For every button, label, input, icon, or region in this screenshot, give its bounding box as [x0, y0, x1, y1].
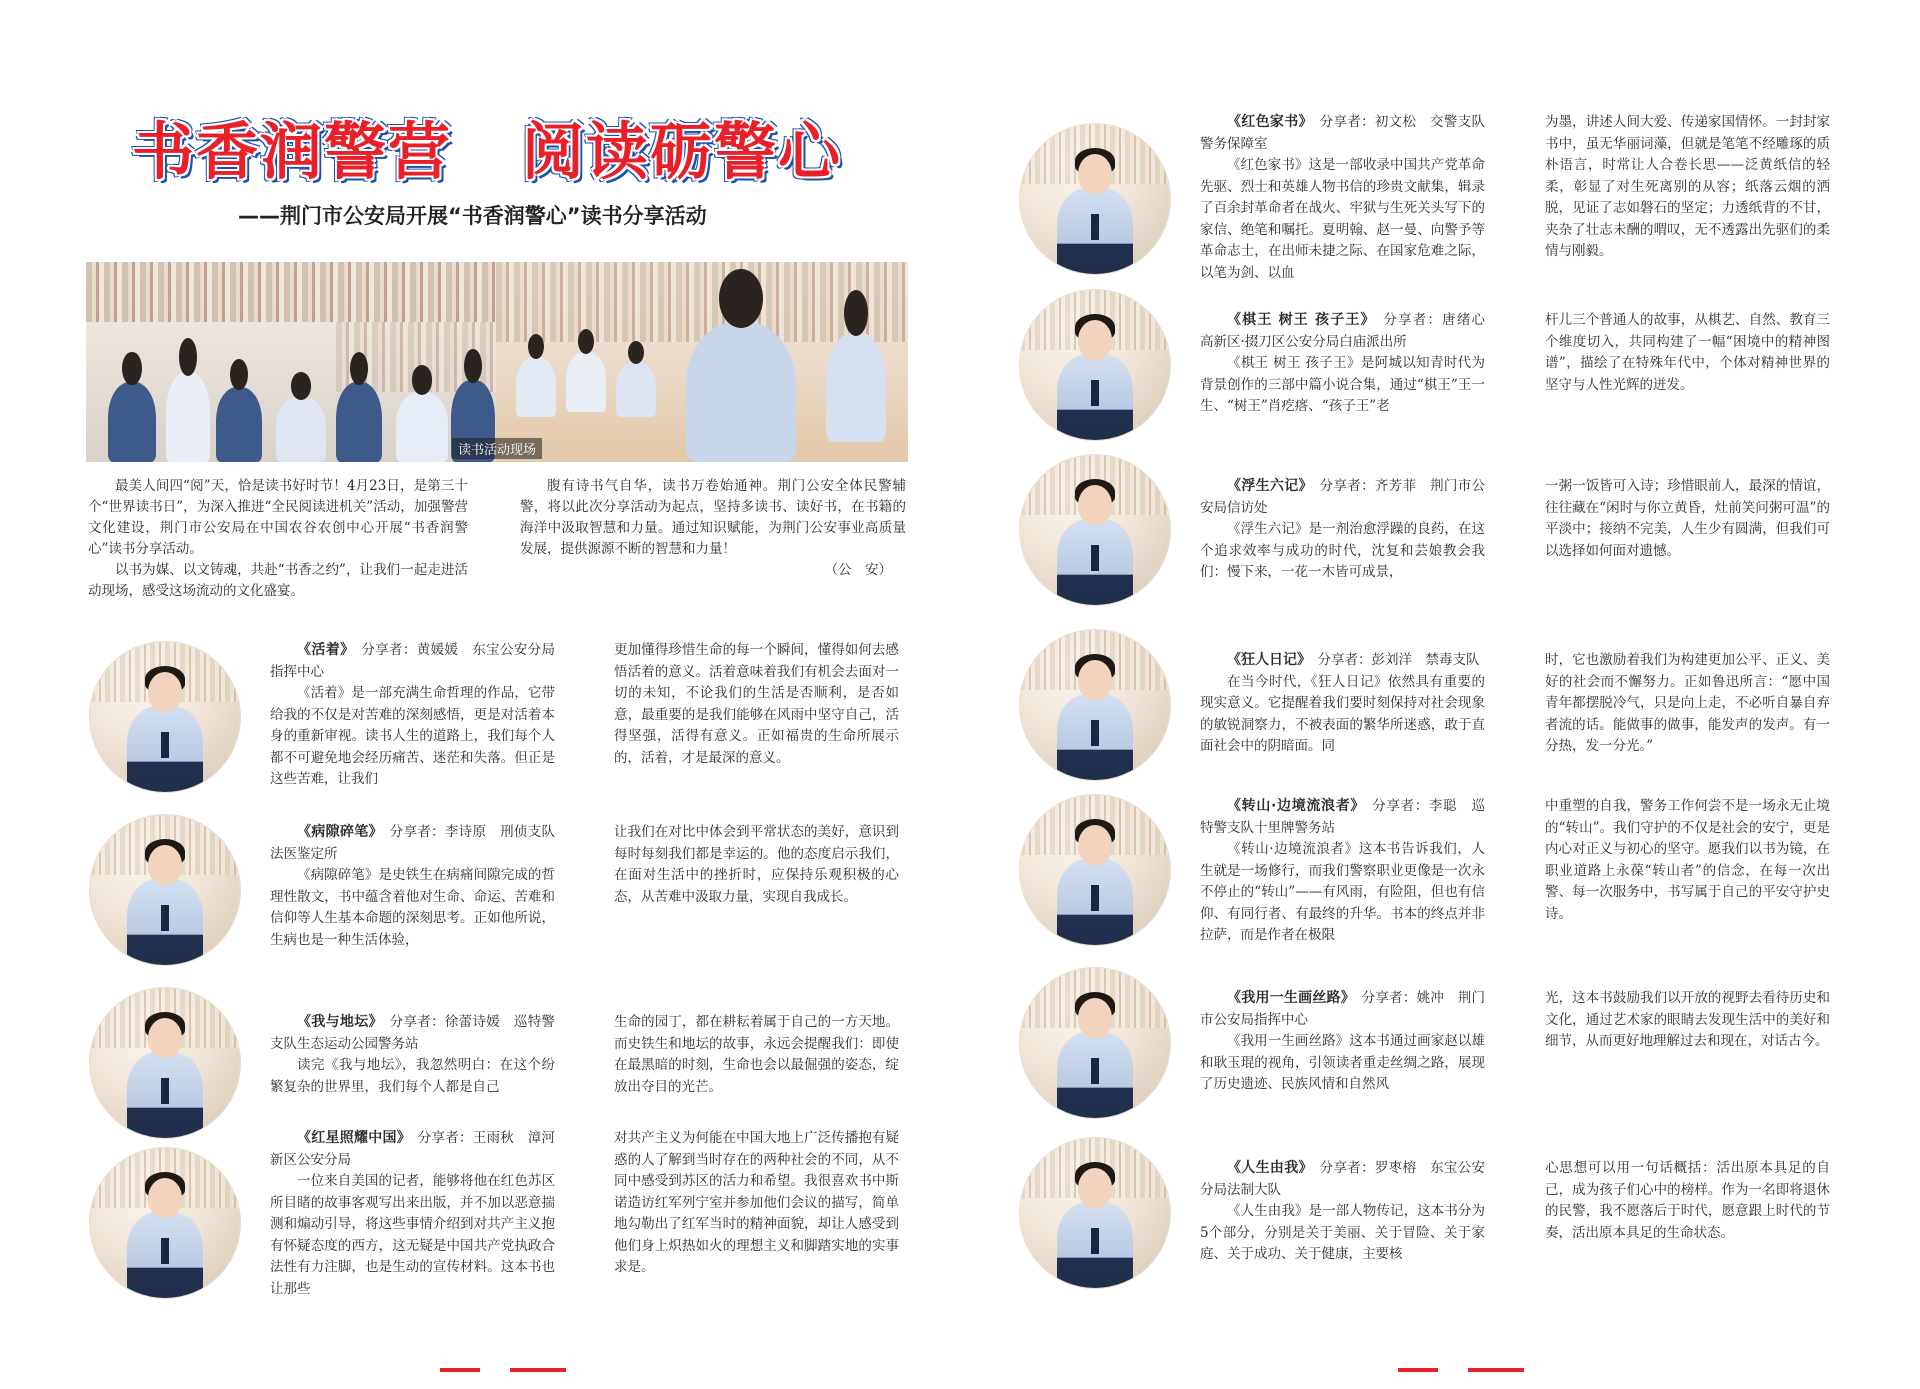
book-title: 《红星照耀中国》: [297, 1130, 404, 1146]
entry-text-col-1: [270, 1128, 555, 1300]
entry-text-col-2: [1545, 1158, 1830, 1244]
page-number-decoration: [440, 1368, 480, 1372]
entry-body: 《棋王 树王 孩子王》是阿城以知青时代为背景创作的三部中篇小说合集，通过“棋王”王一生、“树王”肖疙瘩、“孩子王”老: [1200, 355, 1485, 414]
entry-text-col-1: [270, 822, 555, 951]
entry-body: 《红色家书》这是一部收录中国共产党革命先驱、烈士和英雄人物书信的珍贵文献集，辑录了百余封革命者在战火、牢狱与生死关头写下的家信、绝笔和嘱托。夏明翰、赵一曼、向警予等革命志士，在出师未捷之际、在国家危难之际，以笔为剑、以血: [1200, 157, 1485, 281]
title-part-1: 书香润警营: [132, 115, 453, 188]
entry-body: 对共产主义为何能在中国大地上广泛传播抱有疑惑的人了解到当时存在的两种社会的不同，从不同中感受到苏区的活力和希望。我很喜欢书中斯诺造访红军列宁室并参加他们会议的描写，简单地勾勒出了红军当时的精神面貌，却让人感受到他们身上炽热如火的理想主义和脚踏实地的实事求是。: [614, 1130, 899, 1275]
entry-body: 一位来自美国的记者，能够将他在红色苏区所目睹的故事客观写出来出版，并不加以恶意揣测和煽动引导，将这些事情介绍到对共产主义抱有怀疑态度的西方，这无疑是中国共产党执政合法性有力注脚，也是生动的宣传材料。这本书也让那些: [270, 1173, 555, 1297]
entry-body: 为墨，讲述人间大爱、传递家国情怀。一封封家书中，虽无华丽词藻，但就是笔笔不经雕琢的质朴语言，时常让人合卷长思——泛黄纸信的轻柔，彰显了对生死离别的从容；纸落云烟的洒脱，见证了志如磐石的坚定；力透纸背的不甘，夹杂了壮志未酬的喟叹，无不透露出先驱们的柔情与刚毅。: [1545, 114, 1830, 259]
entry-text-col-1: [1200, 1158, 1485, 1266]
page-number-decoration: [1398, 1368, 1438, 1372]
book-title: 《红色家书》: [1227, 114, 1306, 130]
entry-text-col-1: [1200, 310, 1499, 418]
photo-caption: 读书活动现场: [452, 438, 542, 459]
intro-paragraph: 腹有诗书气自华，读书万卷始通神。荆门公安全体民警辅警，将以此次分享活动为起点，坚持多读书、读好书，在书籍的海洋中汲取智慧和力量。通过知识赋能，为荆门公安事业高质量发展，提供源源不断的智慧和力量！: [520, 478, 906, 557]
activity-photo: [86, 262, 908, 462]
entry-text-col-2: [1545, 650, 1830, 758]
intro-column-2: [520, 476, 906, 581]
photo-reading-hall: [86, 262, 496, 462]
entry-text-col-1: [1200, 650, 1485, 758]
book-title: 《狂人日记》: [1227, 652, 1304, 668]
entry-body: 一粥一饭皆可入诗；珍惜眼前人，最深的情谊，往往藏在“闲时与你立黄昏，灶前笑问粥可温”的平淡中；接纳不完美，人生少有圆满，但我们可以选择如何面对遗憾。: [1545, 478, 1830, 559]
right-page: [960, 0, 1920, 1389]
sharer-photo: [1020, 1138, 1170, 1288]
page-title: [132, 102, 882, 198]
author-signature: （公 安）: [824, 562, 892, 578]
sharer-info: 分享者：姚冲 荆门市公安局指挥中心: [1200, 990, 1486, 1028]
page-number-decoration: [1468, 1368, 1524, 1372]
entry-body: 《活着》是一部充满生命哲理的作品，它带给我的不仅是对苦难的深刻感悟，更是对活着本身的重新审视。读书人生的道路上，我们每个人都不可避免地会经历痛苦、迷茫和失落。但正是这些苦难，让我们: [270, 685, 555, 787]
entry-body: 生命的园丁，都在耕耘着属于自己的一方天地。而史铁生和地坛的故事，永远会提醒我们：即使在最黑暗的时刻，生命也会以最倔强的姿态，绽放出夺目的光芒。: [614, 1014, 899, 1095]
entry-text-col-2: [1545, 796, 1830, 925]
entry-body: 时，它也激励着我们为构建更加公平、正义、美好的社会而不懈努力。正如鲁迅所言：“愿中国青年都摆脱冷气，只是向上走，不必听自暴自弃者流的话。能做事的做事，能发声的发声。有一分热，发一分光。”: [1545, 652, 1830, 754]
sharer-photo: [1020, 795, 1170, 945]
sharer-info: 分享者：李诗原 刑侦支队法医鉴定所: [270, 824, 556, 862]
entry-body: 在当今时代，《狂人日记》依然具有重要的现实意义。它提醒着我们要时刻保持对社会现象的敏锐洞察力，不被表面的繁华所迷惑，敢于直面社会中的阴暗面。同: [1200, 673, 1485, 754]
entry-text-col-2: [1545, 112, 1830, 263]
book-title: 《浮生六记》: [1227, 478, 1306, 494]
sharer-photo: [1020, 968, 1170, 1118]
entry-body: 《我用一生画丝路》这本书通过画家赵以雄和耿玉琨的视角，引领读者重走丝绸之路，展现了历史遗迹、民族风情和自然风: [1200, 1033, 1485, 1092]
intro-paragraph: 最美人间四“阅”天，恰是读书好时节！4月23日，是第三十个“世界读书日”，为深入推进“全民阅读进机关”活动，加强警营文化建设，荆门市公安局在中国农谷农创中心开展“书香润警心”读书分享活动。: [88, 478, 468, 557]
entry-text-col-1: [1200, 796, 1485, 947]
sharer-photo: [1020, 124, 1170, 274]
sharer-photo: [1020, 290, 1170, 440]
entry-body: 《浮生六记》是一剂治愈浮躁的良药，在这个追求效率与成功的时代，沈复和芸娘教会我们：慢下来，一花一木皆可成景，: [1200, 521, 1485, 580]
sharer-info: 分享者：黄媛媛 东宝公安分局指挥中心: [270, 642, 556, 680]
sharer-photo: [90, 642, 240, 792]
sharer-photo: [1020, 630, 1170, 780]
entry-text-col-2: [614, 640, 899, 769]
book-title: 《我与地坛》: [297, 1014, 376, 1030]
intro-paragraph: 以书为媒、以文铸魂，共赴“书香之约”，让我们一起走进活动现场，感受这场流动的文化盛宴。: [88, 562, 468, 599]
entry-body: 让我们在对比中体会到平常状态的美好，意识到每时每刻我们都是幸运的。他的态度启示我们，在面对生活中的挫折时，应保持乐观积极的心态，从苦难中汲取力量，实现自我成长。: [614, 824, 899, 905]
sharer-photo: [90, 815, 240, 965]
sharer-info: 分享者：徐蕾诗媛 巡特警支队生态运动公园警务站: [270, 1014, 556, 1052]
entry-body: 光，这本书鼓励我们以开放的视野去看待历史和文化，通过艺术家的眼睛去发现生活中的美好和细节，从而更好地理解过去和现在，对话古今。: [1545, 990, 1830, 1049]
book-title: 《我用一生画丝路》: [1227, 990, 1348, 1006]
entry-body: 读完《我与地坛》，我忽然明白：在这个纷繁复杂的世界里，我们每个人都是自己: [270, 1057, 555, 1095]
sharer-photo: [90, 988, 240, 1138]
entry-text-col-1: [1200, 988, 1485, 1096]
entry-text-col-2: [614, 1012, 899, 1098]
sharer-info: 分享者：李聪 巡特警支队十里牌警务站: [1200, 798, 1486, 836]
entry-text-col-1: [270, 640, 555, 791]
entry-text-col-2: [614, 1128, 899, 1279]
entry-body: 《病隙碎笔》是史铁生在病痛间隙完成的哲理性散文，书中蕴含着他对生命、命运、苦难和信仰等人生基本命题的深刻思考。正如他所说，生病也是一种生活体验，: [270, 867, 555, 948]
entry-text-col-1: [270, 1012, 555, 1098]
entry-body: 更加懂得珍惜生命的每一个瞬间，懂得如何去感悟活着的意义。活着意味着我们有机会去面对一切的未知，不论我们的生活是否顺利，是否如意，最重要的是我们能够在风雨中坚守自己，活得坚强，活得有意义。正如福贵的生命所展示的，活着，才是最深的意义。: [614, 642, 899, 766]
entry-text-col-2: [1545, 988, 1830, 1053]
sharer-info: 分享者：初文松 交警支队警务保障室: [1200, 114, 1486, 152]
book-title: 《棋王 树王 孩子王》: [1227, 312, 1369, 328]
title-part-2: 阅读砺警心: [522, 115, 843, 188]
entry-text-col-1: [1200, 112, 1485, 284]
intro-column-1: [88, 476, 468, 602]
sharer-info: 分享者：彭刘洋 禁毒支队: [1317, 652, 1480, 668]
book-title: 《活着》: [297, 642, 348, 658]
entry-body: 《人生由我》是一部人物传记，这本书分为5个部分，分别是关于美丽、关于冒险、关于家庭、关于成功、关于健康，主要核: [1200, 1203, 1485, 1262]
entry-body: 杆儿三个普通人的故事，从棋艺、自然、教育三个维度切入，共同构建了一幅“困境中的精神图谱”，描绘了在特殊年代中，个体对精神世界的坚守与人性光辉的迸发。: [1545, 312, 1830, 393]
sharer-info: 分享者：王雨秋 漳河新区公安分局: [270, 1130, 555, 1168]
book-title: 《人生由我》: [1227, 1160, 1306, 1176]
sharer-photo: [1020, 455, 1170, 605]
entry-text-col-2: [1545, 476, 1830, 562]
entry-body: 中重塑的自我，警务工作何尝不是一场永无止境的“转山”。我们守护的不仅是社会的安宁，更是内心对正义与初心的坚守。愿我们以书为镜，在职业道路上永葆“转山者”的信念，在每一次出警、每一次服务中，书写属于自己的平安守护史诗。: [1545, 798, 1830, 922]
sharer-info: 分享者：唐绪心 高新区·掇刀区公安分局白庙派出所: [1200, 312, 1499, 350]
entry-text-col-2: [1545, 310, 1830, 396]
book-title: 《转山·边境流浪者》: [1227, 798, 1359, 814]
book-title: 《病隙碎笔》: [297, 824, 376, 840]
sharer-photo: [90, 1148, 240, 1298]
entry-text-col-2: [614, 822, 899, 908]
page-number-decoration: [510, 1368, 566, 1372]
sharer-info: 分享者：罗枣榕 东宝公安分局法制大队: [1200, 1160, 1486, 1198]
entry-body: 《转山·边境流浪者》这本书告诉我们，人生就是一场修行，而我们警察职业更像是一次永不停止的“转山”——有风雨，有险阻，但也有信仰、有同行者、有最终的升华。书本的终点并非拉萨，而是作者在极限: [1200, 841, 1485, 943]
photo-speaker: [496, 262, 908, 462]
page-subtitle: ——荆门市公安局开展“书香润警心”读书分享活动: [238, 204, 707, 228]
sharer-info: 分享者：齐芳菲 荆门市公安局信访处: [1200, 478, 1486, 516]
entry-text-col-1: [1200, 476, 1485, 584]
entry-body: 心思想可以用一句话概括：活出原本具足的自己，成为孩子们心中的榜样。作为一名即将退休的民警，我不愿落后于时代，愿意跟上时代的节奏，活出原本具足的生命状态。: [1545, 1160, 1830, 1241]
